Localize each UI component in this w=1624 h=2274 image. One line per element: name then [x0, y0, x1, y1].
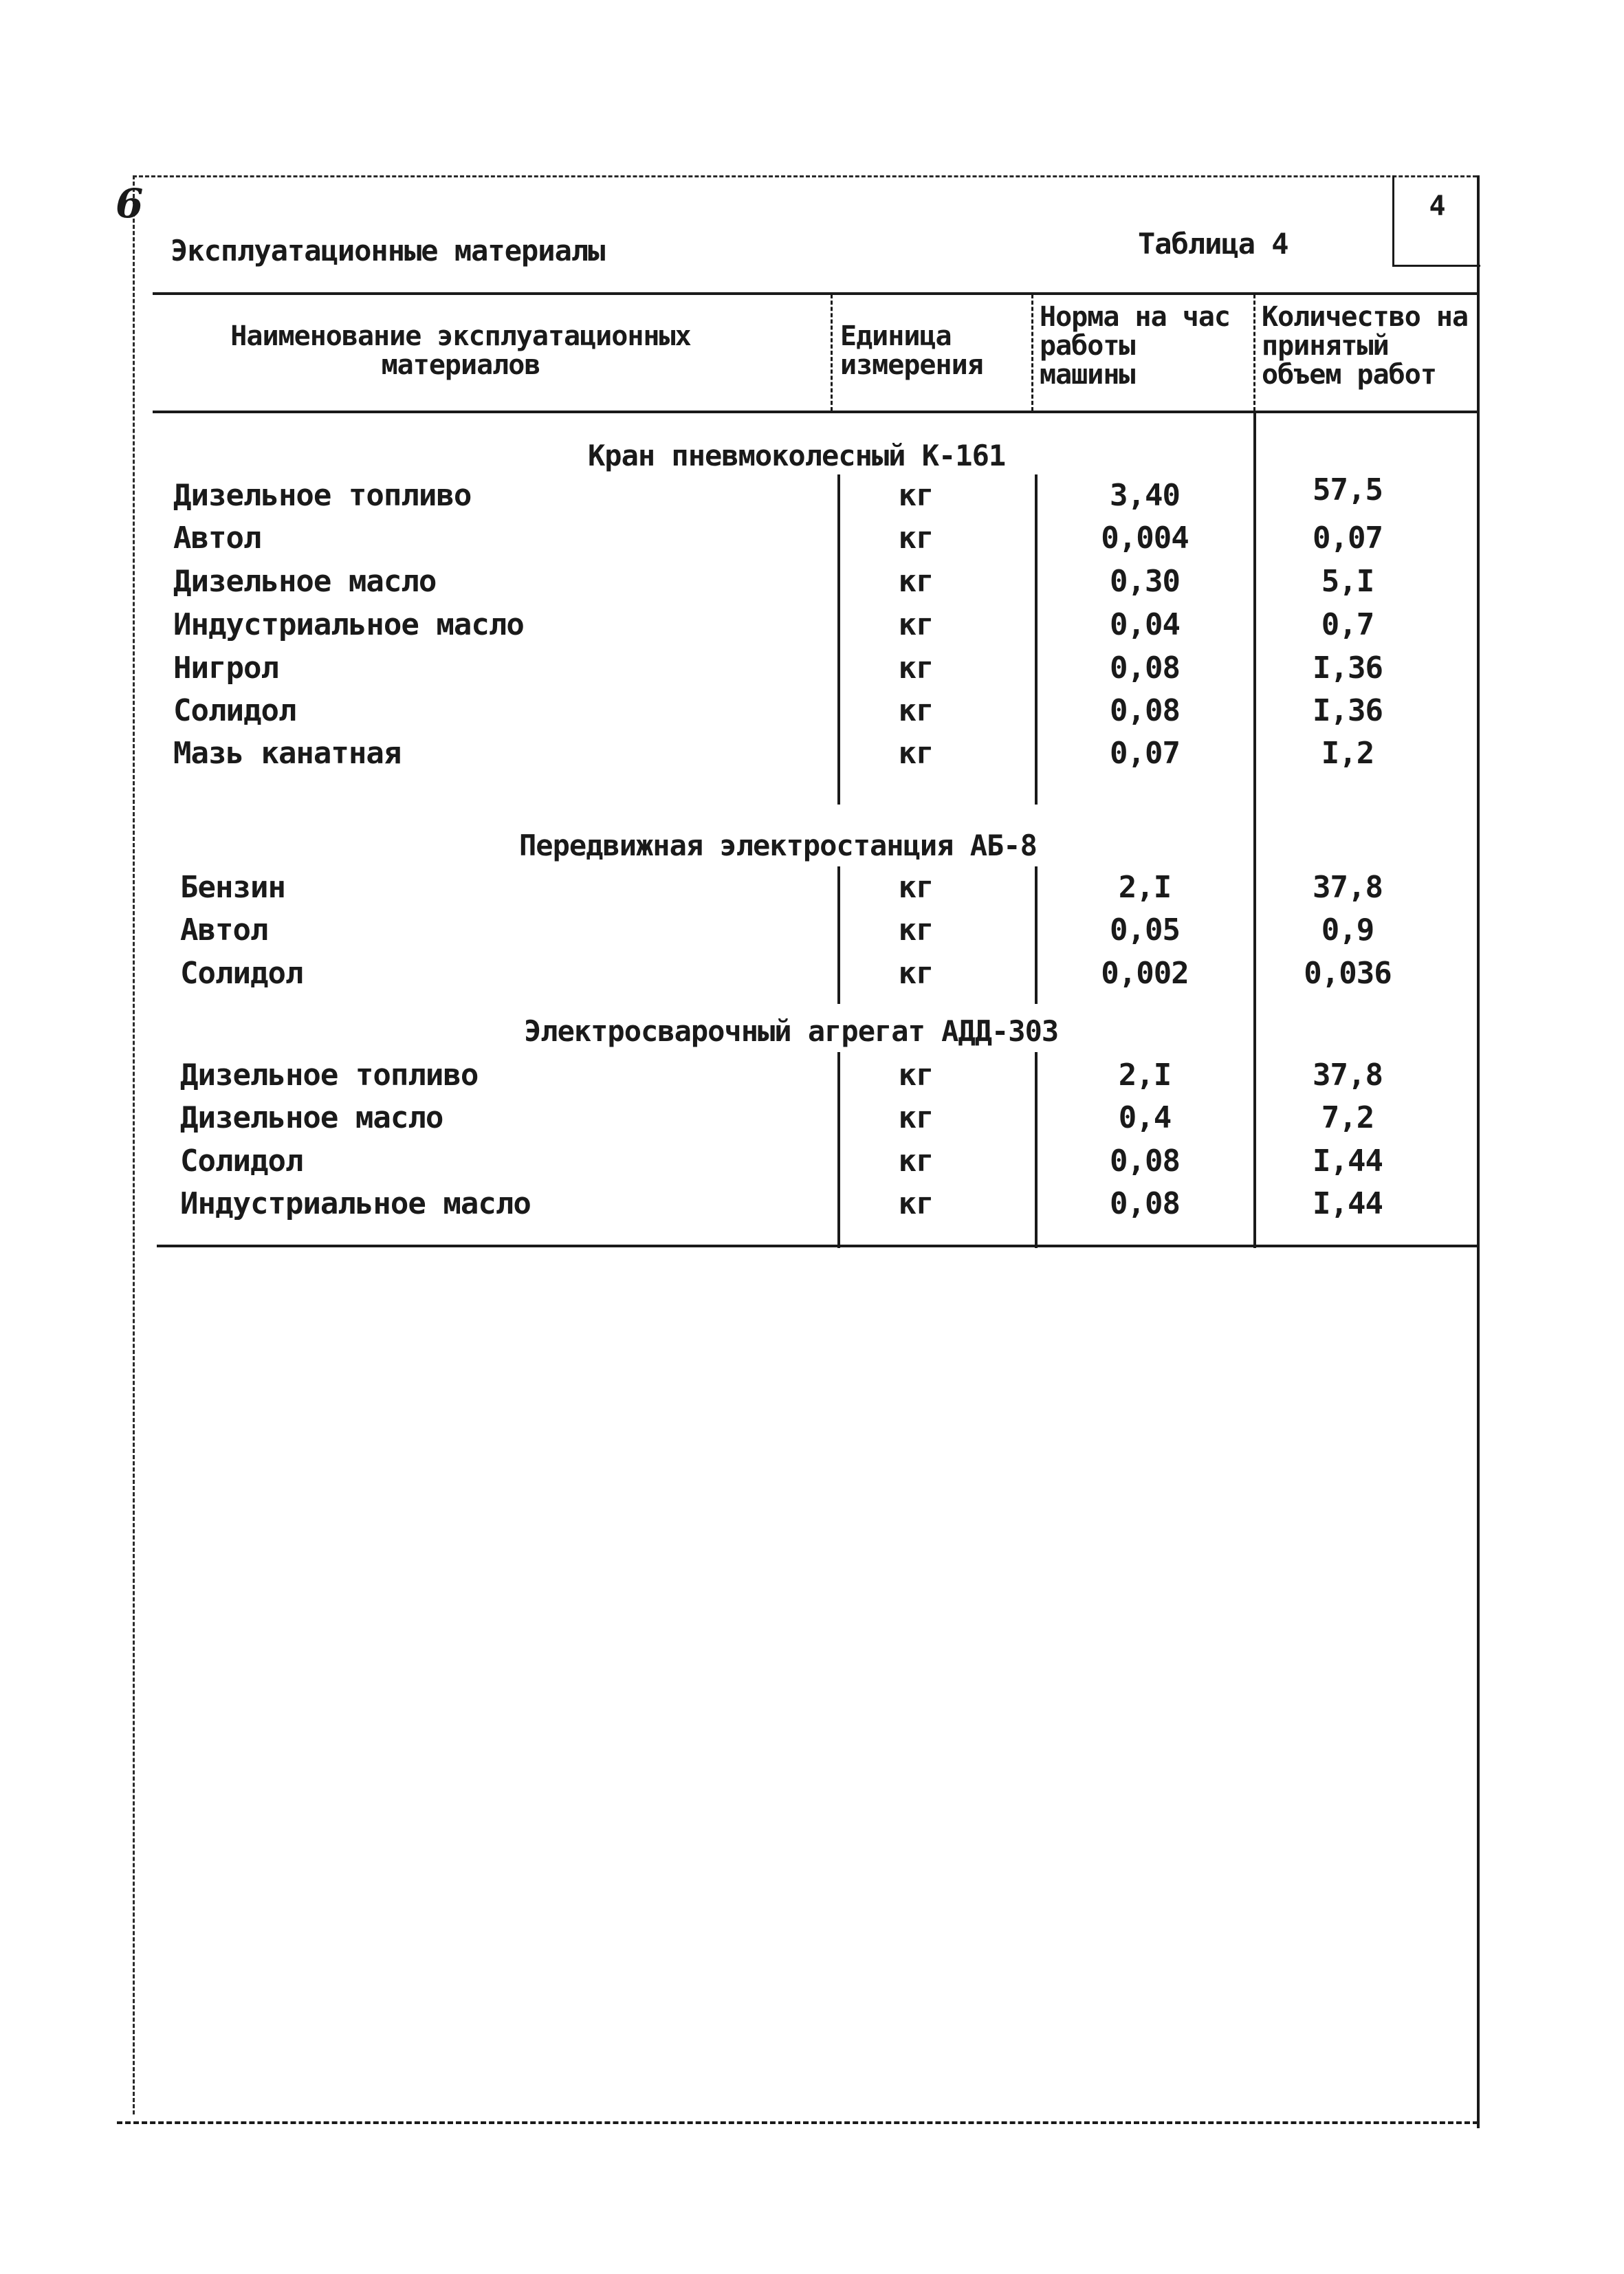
norm-value: 0,08	[1110, 651, 1180, 686]
norm-value: 2,I	[1118, 1058, 1172, 1093]
unit-value: кг	[898, 1186, 934, 1221]
material-name: Бензин	[180, 870, 285, 905]
section-title: Электросварочный агрегат АДД-303	[524, 1014, 1059, 1048]
quantity-value: I,2	[1321, 736, 1374, 771]
material-name: Дизельное топливо	[173, 478, 472, 513]
header-norm	[1040, 303, 1246, 389]
quantity-value: 0,9	[1321, 912, 1374, 948]
table-row	[0, 521, 1624, 563]
quantity-value: I,44	[1313, 1144, 1383, 1179]
header-bottom-rule	[153, 411, 1477, 413]
material-name: Индустриальное масло	[173, 607, 524, 642]
unit-value: кг	[898, 693, 934, 728]
unit-value: кг	[898, 956, 934, 991]
material-name: Солидол	[180, 956, 303, 991]
quantity-value: 57,5	[1313, 472, 1383, 507]
table-row	[0, 870, 1624, 912]
corner-handwritten-mark: 6	[116, 180, 144, 227]
material-name: Индустриальное масло	[180, 1186, 531, 1221]
header-name-text: Наименование эксплуатационных материалов	[230, 320, 691, 381]
unit-value: кг	[898, 607, 934, 642]
norm-value: 0,08	[1110, 1144, 1180, 1179]
unit-value: кг	[898, 564, 934, 599]
header-norm-text: Норма на час работы машины	[1040, 301, 1230, 391]
material-name: Дизельное топливо	[180, 1058, 479, 1093]
quantity-value: 0,07	[1313, 521, 1383, 556]
quantity-value: I,36	[1313, 651, 1383, 686]
table-bottom-rule	[157, 1245, 1477, 1247]
section-title: Кран пневмоколесный К-161	[588, 439, 1006, 472]
table-label: Таблица 4	[1138, 227, 1288, 261]
norm-value: 0,004	[1101, 521, 1189, 556]
header-divider-3	[1253, 294, 1255, 411]
unit-value: кг	[898, 1144, 934, 1179]
material-name: Солидол	[173, 693, 296, 728]
quantity-value: 7,2	[1321, 1100, 1374, 1135]
unit-value: кг	[898, 1100, 934, 1135]
unit-value: кг	[898, 870, 934, 905]
header-name	[179, 322, 743, 380]
unit-value: кг	[898, 912, 934, 948]
unit-value: кг	[898, 651, 934, 686]
page-number-box	[1392, 175, 1480, 267]
table-row	[0, 564, 1624, 606]
table-row	[0, 1100, 1624, 1143]
table-top-rule	[153, 292, 1477, 295]
header-divider-2	[1031, 294, 1033, 411]
material-name: Дизельное масло	[173, 564, 437, 599]
quantity-value: I,44	[1313, 1186, 1383, 1221]
header-qty	[1262, 303, 1471, 389]
unit-value: кг	[898, 521, 934, 556]
quantity-value: I,36	[1313, 693, 1383, 728]
table-row	[0, 1144, 1624, 1186]
norm-value: 0,30	[1110, 564, 1180, 599]
material-name: Дизельное масло	[180, 1100, 443, 1135]
unit-value: кг	[898, 1058, 934, 1093]
header-divider-1	[831, 294, 833, 411]
header-unit	[840, 322, 1026, 380]
table-row	[0, 651, 1624, 693]
frame-top-border	[133, 175, 1477, 177]
norm-value: 0,04	[1110, 607, 1180, 642]
table-row	[0, 607, 1624, 650]
quantity-value: 5,I	[1321, 564, 1374, 599]
frame-bottom-border	[117, 2121, 1478, 2124]
document-title: Эксплуатационные материалы	[171, 234, 605, 267]
quantity-value: 37,8	[1313, 870, 1383, 905]
norm-value: 0,4	[1118, 1100, 1172, 1135]
table-row	[0, 1186, 1624, 1229]
quantity-value: 37,8	[1313, 1058, 1383, 1093]
table-row	[0, 736, 1624, 778]
material-name: Мазь канатная	[173, 736, 402, 771]
quantity-value: 0,036	[1304, 956, 1392, 991]
norm-value: 0,07	[1110, 736, 1180, 771]
material-name: Нигрол	[173, 651, 278, 686]
unit-value: кг	[898, 736, 934, 771]
table-row	[0, 693, 1624, 736]
norm-value: 0,08	[1110, 1186, 1180, 1221]
norm-value: 0,002	[1101, 956, 1189, 991]
section-title: Передвижная электростанция АБ-8	[519, 829, 1037, 862]
table-row	[0, 956, 1624, 998]
norm-value: 2,I	[1118, 870, 1172, 905]
quantity-value: 0,7	[1321, 607, 1374, 642]
table-row	[0, 912, 1624, 955]
header-unit-text: Единица измерения	[840, 320, 983, 381]
norm-value: 0,05	[1110, 912, 1180, 948]
material-name: Солидол	[180, 1144, 303, 1179]
table-row	[0, 472, 1624, 521]
header-qty-text: Количество на принятый объем работ	[1262, 301, 1469, 391]
material-name: Автол	[180, 912, 268, 948]
unit-value: кг	[898, 478, 934, 513]
page-number: 4	[1429, 190, 1446, 222]
norm-value: 0,08	[1110, 693, 1180, 728]
material-name: Автол	[173, 521, 261, 556]
norm-value: 3,40	[1110, 478, 1180, 513]
table-row	[0, 1058, 1624, 1100]
